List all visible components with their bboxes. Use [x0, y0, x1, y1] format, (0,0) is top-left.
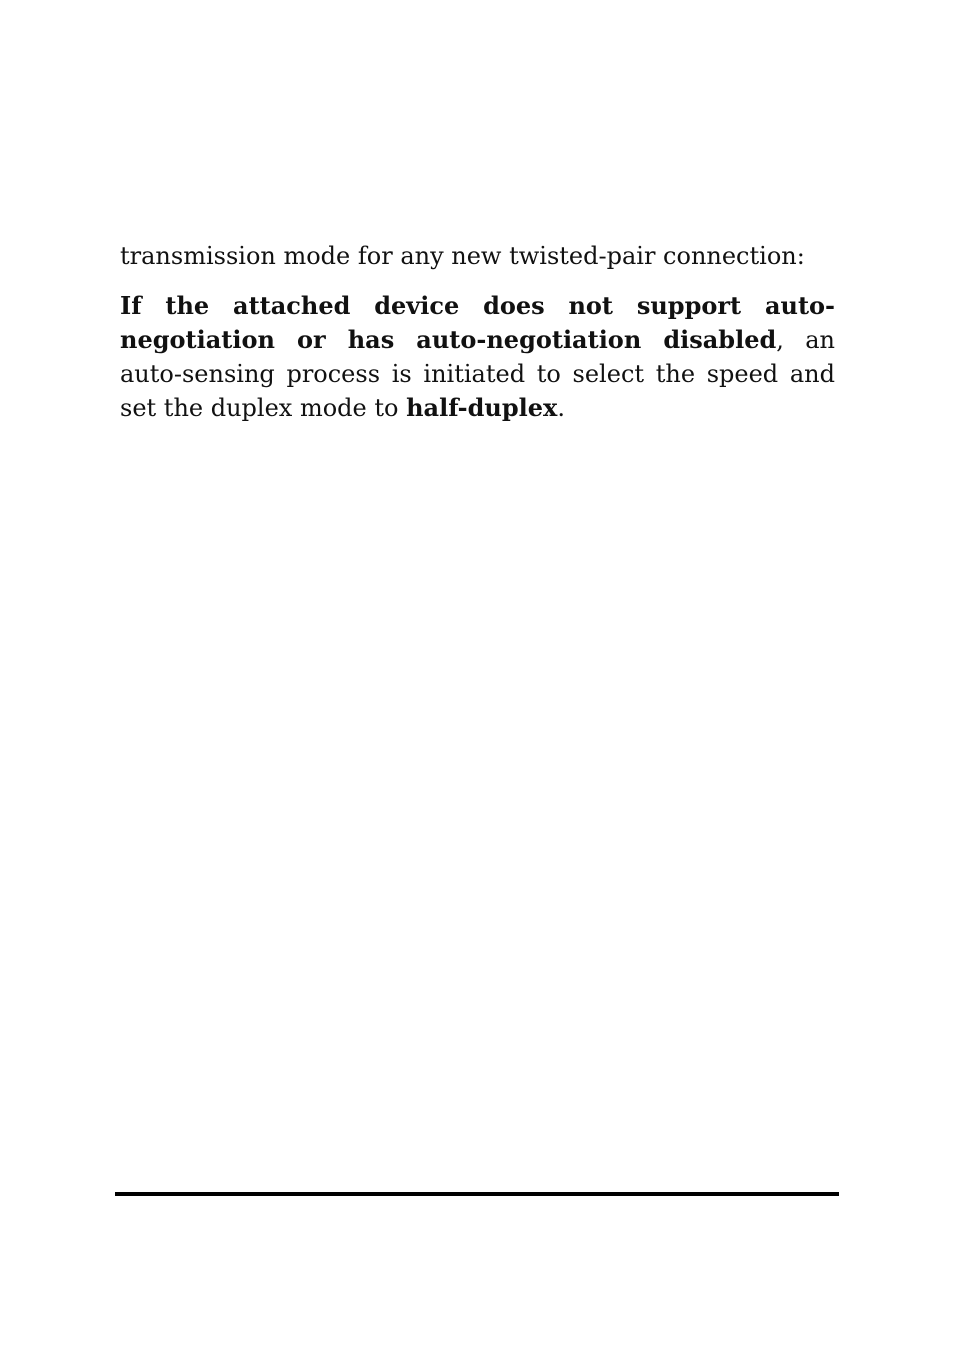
paragraph-end-punctuation: . — [557, 394, 565, 422]
bold-term-half-duplex: half-duplex — [406, 393, 558, 422]
paragraph-text: transmission mode for any new twisted-pair connection: — [120, 242, 805, 270]
bold-lead-text: If the attached device does not support auto-negotiation or has auto-negotiation disabled — [120, 291, 835, 354]
body-text — [120, 239, 835, 425]
footer-divider — [115, 1192, 839, 1196]
paragraph-transmission-mode — [120, 239, 835, 273]
paragraph-auto-sensing — [120, 289, 835, 425]
paragraph-text: , an auto-sensing process is initiated to select the speed and set the duplex mode to — [120, 326, 835, 422]
